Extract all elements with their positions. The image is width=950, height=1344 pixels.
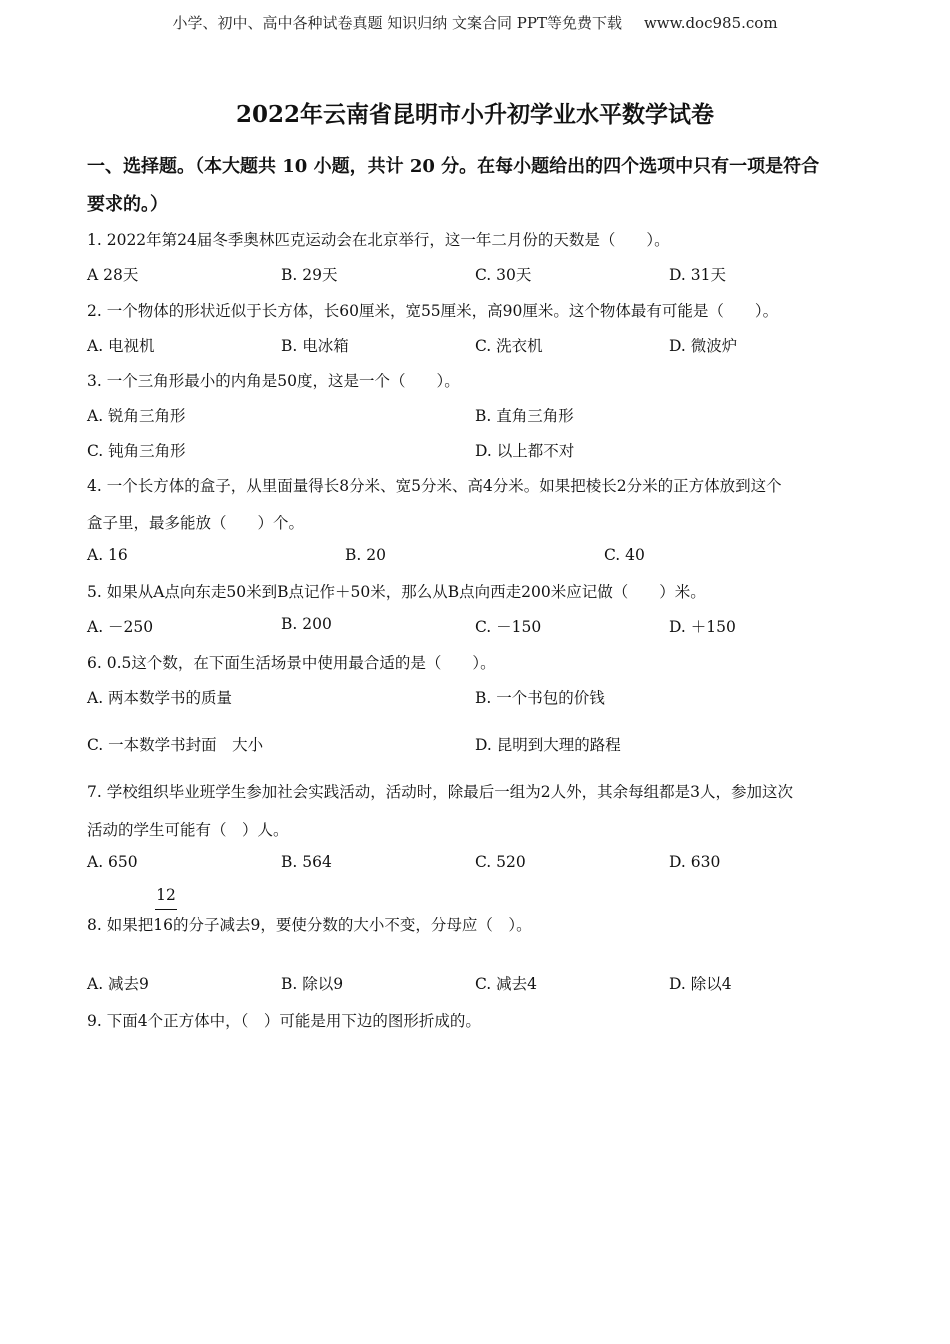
header-left-text: 小学、初中、高中各种试卷真题 知识归纳 文案合同 PPT等免费下载 — [172, 14, 622, 32]
q4-option-b: B. 20 — [345, 546, 386, 564]
q2-option-c: C. 洗衣机 — [475, 337, 543, 355]
q7-option-c: C. 520 — [475, 853, 526, 871]
q1-option-c: C. 30天 — [475, 266, 532, 284]
q3-option-a: A. 锐角三角形 — [87, 407, 186, 425]
header-website[interactable]: www.doc985.com — [643, 14, 778, 32]
q2-option-a: A. 电视机 — [87, 337, 155, 355]
question-9: 9. 下面4个正方体中，（ ）可能是用下边的图形折成的。 — [87, 1012, 481, 1030]
q7-option-d: D. 630 — [669, 853, 721, 871]
question-7-line2: 活动的学生可能有（ ）人。 — [87, 821, 289, 839]
q5-option-d: D. ＋150 — [669, 618, 736, 636]
q3-option-d: D. 以上都不对 — [475, 442, 575, 460]
question-4-line1: 4. 一个长方体的盒子，从里面量得长8分米、宽5分米、高4分米。如果把棱长2分米的正方体放到这个 — [87, 477, 782, 495]
q5-option-a: A. －250 — [87, 618, 154, 636]
q3-option-b: B. 直角三角形 — [475, 407, 574, 425]
question-3: 3. 一个三角形最小的内角是50度，这是一个（ ）。 — [87, 372, 460, 390]
q6-option-a: A. 两本数学书的质量 — [87, 689, 233, 707]
q6-option-d: D. 昆明到大理的路程 — [475, 736, 621, 754]
q4-option-c: C. 40 — [604, 546, 645, 564]
question-8-suffix: 的分子减去9，要使分数的大小不变，分母应（ ）。 — [172, 916, 532, 934]
q3-option-c: C. 钝角三角形 — [87, 442, 186, 460]
exam-title: 2022年云南省昆明市小升初学业水平数学试卷 — [235, 101, 714, 128]
question-8 — [87, 913, 532, 935]
q1-option-b: B. 29天 — [281, 266, 338, 284]
q5-option-c: C. －150 — [475, 618, 542, 636]
q8-option-b: B. 除以9 — [281, 975, 344, 993]
fraction-denominator: 16 — [153, 916, 173, 934]
q1-option-d: D. 31天 — [669, 266, 726, 284]
q7-option-a: A. 650 — [87, 853, 138, 871]
fraction-bar — [155, 909, 177, 910]
question-6: 6. 0.5这个数，在下面生活场景中使用最合适的是（ ）。 — [87, 654, 496, 672]
q8-option-d: D. 除以4 — [669, 975, 732, 993]
q2-option-b: B. 电冰箱 — [281, 337, 349, 355]
q5-option-b: B. 200 — [281, 615, 332, 633]
q8-option-c: C. 减去4 — [475, 975, 538, 993]
question-7-line1: 7. 学校组织毕业班学生参加社会实践活动，活动时，除最后一组为2人外，其余每组都是3人，参加这次 — [87, 783, 793, 801]
question-8-prefix: 8. 如果把 — [87, 916, 154, 934]
question-5: 5. 如果从A点向东走50米到B点记作＋50米，那么从B点向西走200米应记做（ ）米。 — [87, 583, 706, 601]
section-heading-line1: 一、选择题。（本大题共 10 小题，共计 20 分。在每小题给出的四个选项中只有一项是符合 — [87, 156, 820, 177]
q6-option-b: B. 一个书包的价钱 — [475, 689, 605, 707]
q2-option-d: D. 微波炉 — [669, 337, 738, 355]
question-1: 1. 2022年第24届冬季奥林匹克运动会在北京举行，这一年二月份的天数是（ ）。 — [87, 231, 670, 249]
q4-option-a: A. 16 — [87, 546, 128, 564]
q1-option-a: A 28天 — [87, 266, 139, 284]
q7-option-b: B. 564 — [281, 853, 332, 871]
question-4-line2: 盒子里，最多能放（ ）个。 — [87, 514, 305, 532]
question-2: 2. 一个物体的形状近似于长方体，长60厘米，宽55厘米，高90厘米。这个物体最有可能是（ ）。 — [87, 302, 779, 320]
q6-option-c: C. 一本数学书封面 大小 — [87, 736, 264, 754]
q8-option-a: A. 减去9 — [87, 975, 149, 993]
page-header — [0, 12, 950, 33]
section-heading-line2: 要求的。） — [87, 194, 168, 215]
fraction-numerator: 12 — [156, 886, 176, 904]
